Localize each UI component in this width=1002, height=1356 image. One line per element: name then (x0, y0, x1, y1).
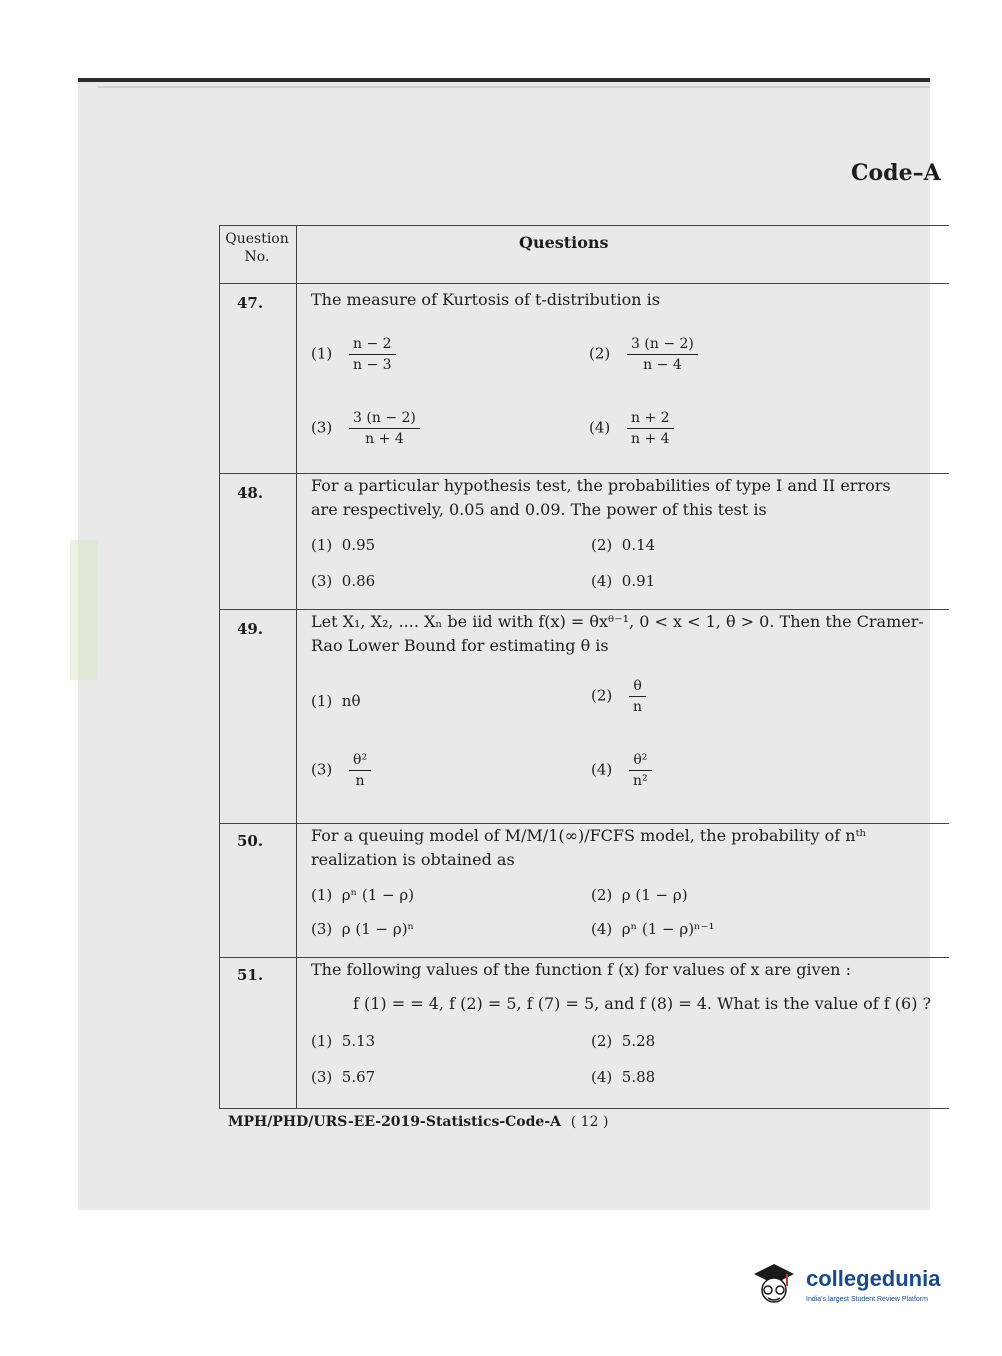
question-row-49: 49. Let X₁, X₂, .... Xₙ be iid with f(x) = θxᶿ⁻¹, 0 < x < 1, θ > 0. Then the Cramer- Rao Lower Bound for estimating θ is (1) nθ (2) $\frac{\theta}{n}$ (3) $\frac{\text{θ²}}{n}$ (4) $\frac{\text{θ²}}{\text{n²}}$ (219, 609, 949, 824)
option[interactable]: (3) 5.67 (311, 1068, 376, 1086)
option[interactable]: (1) nθ (311, 692, 361, 710)
option[interactable]: (2) ρ (1 − ρ) (591, 886, 688, 904)
table-header (219, 225, 949, 284)
page-footer (228, 1114, 608, 1130)
option[interactable]: (4) 0.91 (591, 572, 656, 590)
page-edge-shadow (98, 86, 930, 88)
question-row-51: 51. The following values of the function f (x) for values of x are given : f (1) = = 4, f (2) = 5, f (7) = 5, and f (8) = 4. What is the value of f (6) ? (1) 5.13 (2) 5.28 (3) 5.67 (4) 5.88 (219, 957, 949, 1109)
option[interactable]: (3) ρ (1 − ρ)ⁿ (311, 920, 415, 938)
col-qno-header: Question No. (225, 231, 289, 265)
option[interactable]: (4) $\frac{n + 2}{n + 4}$ (589, 408, 674, 449)
mascot-icon (752, 1260, 796, 1308)
option[interactable]: (2) $\frac{3 (n - 2)}{n - 4}$ (589, 334, 698, 375)
option[interactable]: (3) 0.86 (311, 572, 376, 590)
question-row-47: 47. The measure of Kurtosis of t-distribution is (1) $\frac{n - 2}{n - 3}$ (2) $\frac{3 (n - 2)}{n - 4}$ (3) $\frac{3 (n - 2)}{n + 4}$ (4) $\frac{n + 2}{n + 4}$ (219, 283, 949, 474)
option[interactable]: (4) $\frac{\text{θ²}}{\text{n²}}$ (591, 750, 652, 791)
option[interactable]: (3) $\frac{\text{θ²}}{n}$ (311, 750, 371, 791)
collegedunia-logo[interactable] (752, 1260, 972, 1320)
option[interactable]: (1) $\frac{n - 2}{n - 3}$ (311, 334, 396, 375)
question-row-48: 48. For a particular hypothesis test, the probabilities of type I and II errors are respectively, 0.05 and 0.09. The power of this test is (1) 0.95 (2) 0.14 (3) 0.86 (4) 0.91 (219, 473, 949, 610)
col-questions-header: Questions (519, 233, 609, 252)
footer-code: MPH/PHD/URS-EE-2019-Statistics-Code-A (228, 1114, 562, 1130)
paper-code: Code–A (851, 160, 941, 186)
page-edge (78, 78, 930, 82)
option[interactable]: (1) 5.13 (311, 1032, 376, 1050)
brand-tagline: India's largest Student Review Platform (806, 1296, 928, 1303)
option[interactable]: (1) ρⁿ (1 − ρ) (311, 886, 415, 904)
stamp-mark (70, 540, 98, 680)
option[interactable]: (3) $\frac{3 (n - 2)}{n + 4}$ (311, 408, 420, 449)
option[interactable]: (2) $\frac{\theta}{n}$ (591, 676, 646, 717)
page-number: ( 12 ) (570, 1114, 609, 1130)
question-table (219, 225, 949, 1108)
option[interactable]: (4) ρⁿ (1 − ρ)ⁿ⁻¹ (591, 920, 715, 938)
brand-name: collegedunia (806, 1266, 941, 1291)
option[interactable]: (2) 0.14 (591, 536, 656, 554)
question-row-50: 50. For a queuing model of M/M/1(∞)/FCFS model, the probability of nᵗʰ realization is obtained as (1) ρⁿ (1 − ρ) (2) ρ (1 − ρ) (3) ρ (1 − ρ)ⁿ (4) ρⁿ (1 − ρ)ⁿ⁻¹ (219, 823, 949, 958)
option[interactable]: (1) 0.95 (311, 536, 376, 554)
option[interactable]: (4) 5.88 (591, 1068, 656, 1086)
option[interactable]: (2) 5.28 (591, 1032, 656, 1050)
